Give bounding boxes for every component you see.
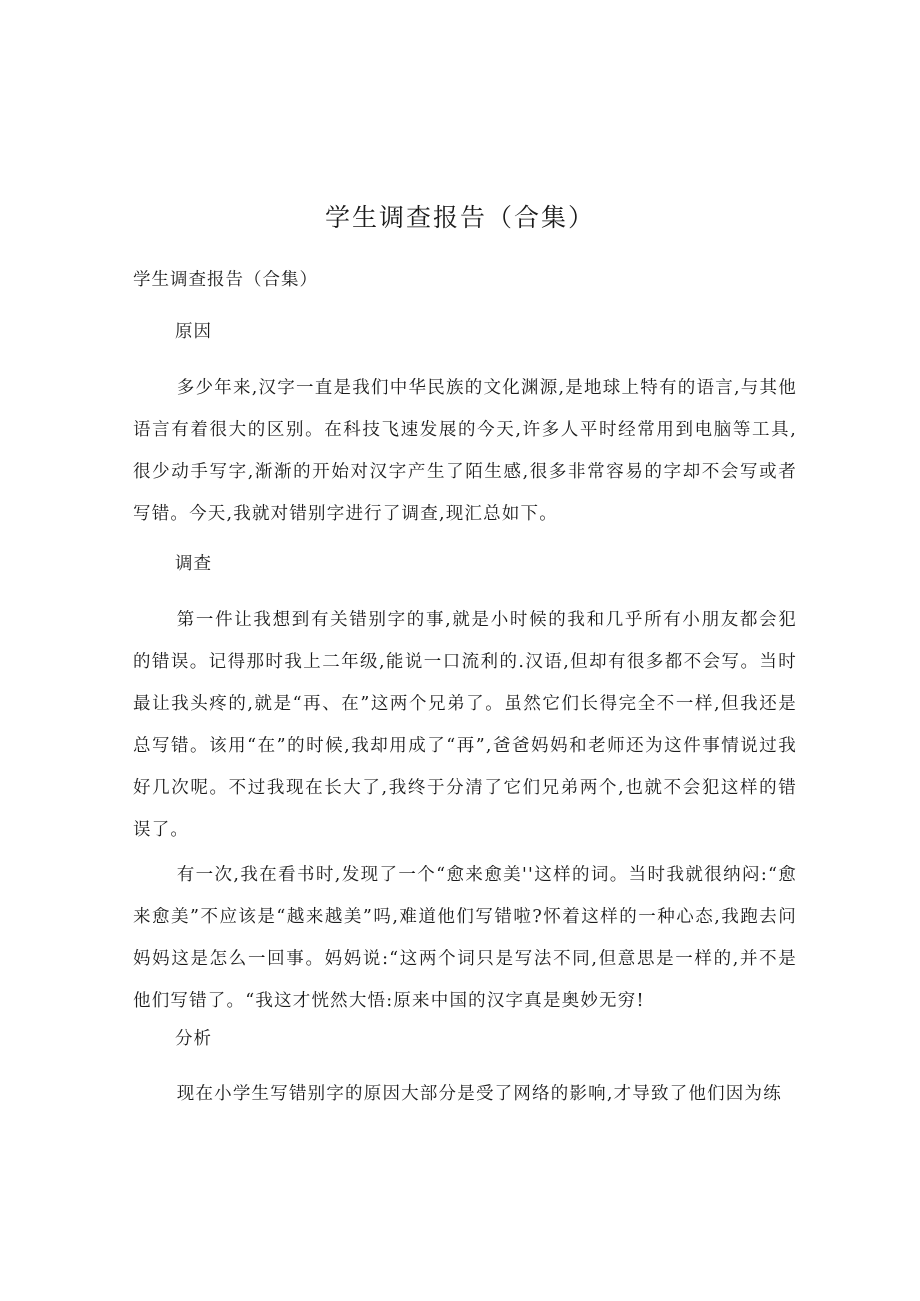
intro-paragraph: 多少年来,汉字一直是我们中华民族的文化渊源,是地球上特有的语言,与其他语言有着很大的区别。在科技飞速发展的今天,许多人平时经常用到电脑等工具,很少动手写字,渐渐的开始对汉字产生了陌生感,很多非常容易的字却不会写或者写错。今天,我就对错别字进行了调查,现汇总如下。 (133, 378, 797, 524)
section-heading-reason: 原因 (175, 322, 212, 342)
section-heading-analysis: 分析 (175, 1029, 212, 1049)
survey-paragraph-first: 第一件让我想到有关错别字的事,就是小时候的我和几乎所有小朋友都会犯的错误。记得那时我上二年级,能说一口流利的.汉语,但却有很多都不会写。当时最让我头疼的,就是“再、在”这两个兄弟了。虽然它们长得完全不一样,但我还是总写错。该用“在”的时候,我却用成了“再”,爸爸妈妈和老师还为这件事情说过我好几次呢。不过我现在长大了,我终于分清了它们兄弟两个,也就不会犯这样的错误了。 (133, 610, 797, 840)
analysis-paragraph: 现在小学生写错别字的原因大部分是受了网络的影响,才导致了他们因为练 (176, 1084, 782, 1104)
document-title: 学生调查报告（合集） (324, 203, 595, 232)
survey-paragraph-second: 有一次,我在看书时,发现了一个“愈来愈美''这样的词。当时我就很纳闷:“愈来愈美”不应该是“越来越美”吗,难道他们写错啦?怀着这样的一种心态,我跑去问妈妈这是怎么一回事。妈妈说:“这两个词只是写法不同,但意思是一样的,并不是他们写错了。“我这才恍然大悟:原来中国的汉字真是奥妙无穷! (133, 865, 797, 1011)
document-subtitle: 学生调查报告（合集） (133, 270, 318, 290)
section-heading-survey: 调查 (175, 554, 212, 574)
